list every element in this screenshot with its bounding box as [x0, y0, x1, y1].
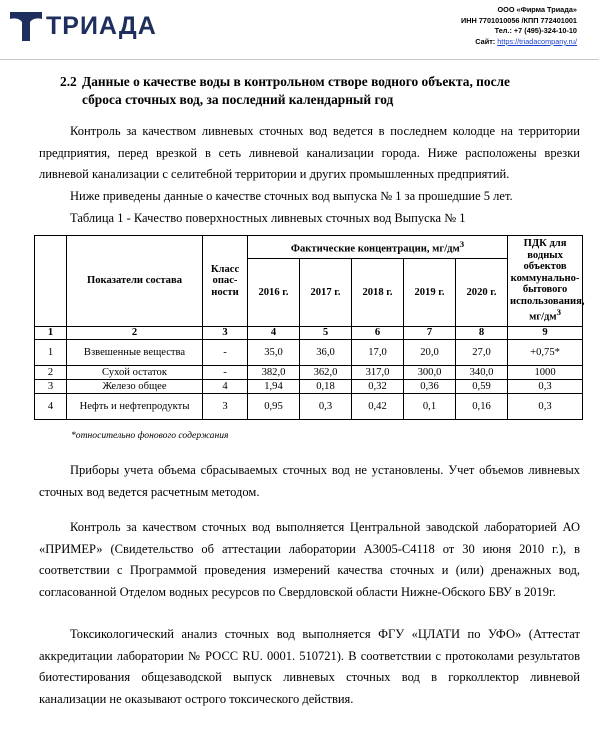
header-year: 2020 г.	[456, 259, 508, 327]
value-2016: 35,0	[248, 340, 300, 366]
table-header-row	[35, 236, 583, 259]
value-2016: 0,95	[248, 394, 300, 420]
header-divider	[0, 59, 599, 60]
table-column-numbers-row	[35, 327, 583, 340]
logo-text: ТРИАДА	[46, 12, 157, 40]
inn-kpp: ИНН 7701010056 /КПП 772401001	[461, 15, 577, 25]
value-2016: 382,0	[248, 366, 300, 380]
paragraph-metering: Приборы учета объема сбрасываемых сточных вод не установлены. Учет объемов ливневых сточных вод ведется расчетным методом.	[39, 463, 580, 499]
column-number: 7	[404, 327, 456, 340]
paragraph-control-location: Контроль за качеством ливневых сточных вод ведется в последнем колодце на территории предприятия, перед врезкой в сеть ливневой канализации города. Ниже расположены врезки ливневой канализации с селитебной территории и других промышленных предприятий.	[39, 124, 580, 181]
paragraph-toxicology: Токсикологический анализ сточных вод выполняется ФГУ «ЦЛАТИ по УФО» (Аттестат аккредитации лаборатории № РОСС RU. 0001. 510721). В соответствии с протоколами результатов биотестирования общезаводской выпуск ливневых сточных вод в горколлектор ливневой канализации не оказывают острого токсического действия.	[39, 627, 580, 706]
paragraph-data-intro: Ниже приведены данные о качестве сточных вод выпуска № 1 за прошедшие 5 лет.	[70, 189, 513, 203]
table-caption: Таблица 1 - Качество поверхностных ливневых сточных вод Выпуска № 1	[70, 211, 466, 225]
section-title: Данные о качестве воды в контрольном створе водного объекта, после сброса сточных вод, за последний календарный год	[82, 74, 510, 107]
header-year: 2016 г.	[248, 259, 300, 327]
page-header	[0, 0, 599, 58]
header-year: 2019 г.	[404, 259, 456, 327]
value-2019: 0,36	[404, 380, 456, 394]
column-number: 9	[508, 327, 583, 340]
value-2020: 0,59	[456, 380, 508, 394]
water-quality-table	[34, 235, 583, 420]
value-2018: 317,0	[352, 366, 404, 380]
header-indicators: Показатели состава	[67, 236, 203, 327]
column-number: 3	[203, 327, 248, 340]
table-row	[35, 366, 583, 380]
table-row	[35, 340, 583, 366]
pdk-value: 0,3	[508, 380, 583, 394]
column-number: 6	[352, 327, 404, 340]
header-pdk-sup: 3	[556, 307, 562, 318]
site-line	[461, 37, 577, 48]
row-number: 3	[35, 380, 67, 394]
value-2019: 0,1	[404, 394, 456, 420]
header-year: 2018 г.	[352, 259, 404, 327]
row-number: 4	[35, 394, 67, 420]
company-contacts	[461, 5, 577, 47]
company-name: ООО «Фирма Триада»	[497, 5, 577, 14]
section-number: 2.2	[60, 74, 77, 89]
hazard-class: -	[203, 366, 248, 380]
column-number: 1	[35, 327, 67, 340]
header-pdk	[508, 236, 583, 327]
table-footnote: *относительно фонового содержания	[71, 430, 229, 441]
column-number: 8	[456, 327, 508, 340]
pdk-value: 0,3	[508, 394, 583, 420]
row-number: 1	[35, 340, 67, 366]
site-link[interactable]: https://triadacompany.ru/	[497, 36, 577, 46]
value-2018: 17,0	[352, 340, 404, 366]
column-number: 5	[300, 327, 352, 340]
table-row	[35, 394, 583, 420]
value-2020: 340,0	[456, 366, 508, 380]
paragraph-laboratory: Контроль за качеством сточных вод выполняется Центральной заводской лабораторией АО «ПРИМЕР» (Свидетельство об аттестации лаборатории А3005-С4118 от 30 июня 2010 г.), в соответствии с Программой проведения измерений качества сточных и (или) дренажных вод, согласованной Отделом водных ресурсов по Свердловской области Нижне-Обского БВУ в 2019г.	[39, 520, 580, 599]
value-2020: 0,16	[456, 394, 508, 420]
triada-logo-icon	[8, 8, 44, 44]
value-2019: 300,0	[404, 366, 456, 380]
indicator-name: Взвешенные вещества	[67, 340, 203, 366]
phone-number: Тел.: +7 (495)-324-10-10	[494, 26, 577, 36]
value-2017: 0,3	[300, 394, 352, 420]
value-2019: 20,0	[404, 340, 456, 366]
header-year: 2017 г.	[300, 259, 352, 327]
header-actual-sup: 3	[459, 238, 465, 249]
value-2018: 0,32	[352, 380, 404, 394]
header-pdk-label: ПДК для водных объектов коммунально-бытового использования, мг/дм	[510, 238, 585, 324]
hazard-class: 3	[203, 394, 248, 420]
value-2017: 0,18	[300, 380, 352, 394]
indicator-name: Нефть и нефтепродукты	[67, 394, 203, 420]
indicator-name: Железо общее	[67, 380, 203, 394]
hazard-class: -	[203, 340, 248, 366]
value-2016: 1,94	[248, 380, 300, 394]
header-actual-concentrations	[248, 236, 508, 259]
value-2018: 0,42	[352, 394, 404, 420]
site-label: Сайт:	[475, 36, 496, 46]
column-number: 4	[248, 327, 300, 340]
value-2017: 362,0	[300, 366, 352, 380]
hazard-class: 4	[203, 380, 248, 394]
header-actual-label: Фактические концентрации, мг/дм	[290, 243, 460, 255]
header-hazard-class: Класс опас-ности	[203, 236, 248, 327]
company-logo[interactable]	[8, 8, 168, 44]
value-2017: 36,0	[300, 340, 352, 366]
value-2020: 27,0	[456, 340, 508, 366]
pdk-value: +0,75*	[508, 340, 583, 366]
indicator-name: Сухой остаток	[67, 366, 203, 380]
column-number: 2	[67, 327, 203, 340]
row-number: 2	[35, 366, 67, 380]
pdk-value: 1000	[508, 366, 583, 380]
header-cell-empty	[35, 236, 67, 327]
table-row	[35, 380, 583, 394]
